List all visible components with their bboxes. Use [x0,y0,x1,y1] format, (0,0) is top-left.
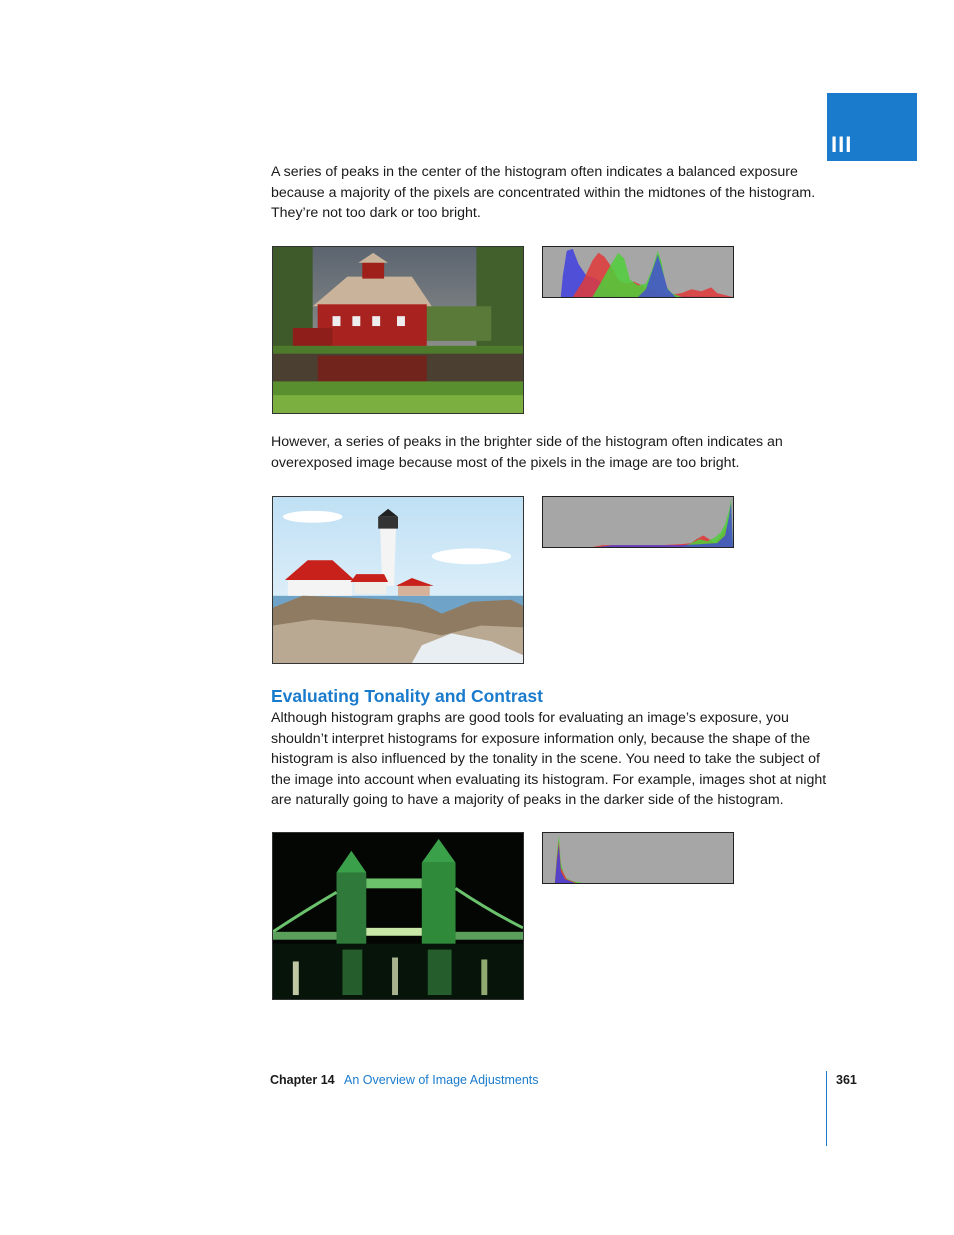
histogram-balanced [542,246,734,298]
part-tab-label: III [831,132,853,157]
night-bridge-photo [272,832,524,1000]
footer-chapter: Chapter 14 [270,1073,335,1087]
paragraph-tonality: Although histogram graphs are good tools for evaluating an image’s exposure, you shouldn’t interpret histograms for exposure information only, because the shape of the histogram is also influenced by the tonality in the scene. You need to take the subject of the image into account when evaluating its histogram. For example, images shot at night are naturally going to have a majority of peaks in the darker side of the histogram. [271,710,827,808]
paragraph-balanced-exposure: A series of peaks in the center of the histogram often indicates a balanced exposure because a majority of the pixels are concentrated within the midtones of the histogram. They’re not too dark or too bright. [271,164,816,221]
histogram-night [542,832,734,884]
page-number: 361 [836,1073,857,1087]
section-heading: Evaluating Tonality and Contrast [271,686,543,706]
footer-chapter-title[interactable]: An Overview of Image Adjustments [344,1073,539,1087]
paragraph-overexposed: However, a series of peaks in the brighter side of the histogram often indicates an overexposed image because most of the pixels in the image are too bright. [271,434,783,471]
barn-photo [272,246,524,414]
histogram-overexposed [542,496,734,548]
part-tab [827,93,917,161]
footer-divider [826,1071,827,1146]
lighthouse-photo [272,496,524,664]
